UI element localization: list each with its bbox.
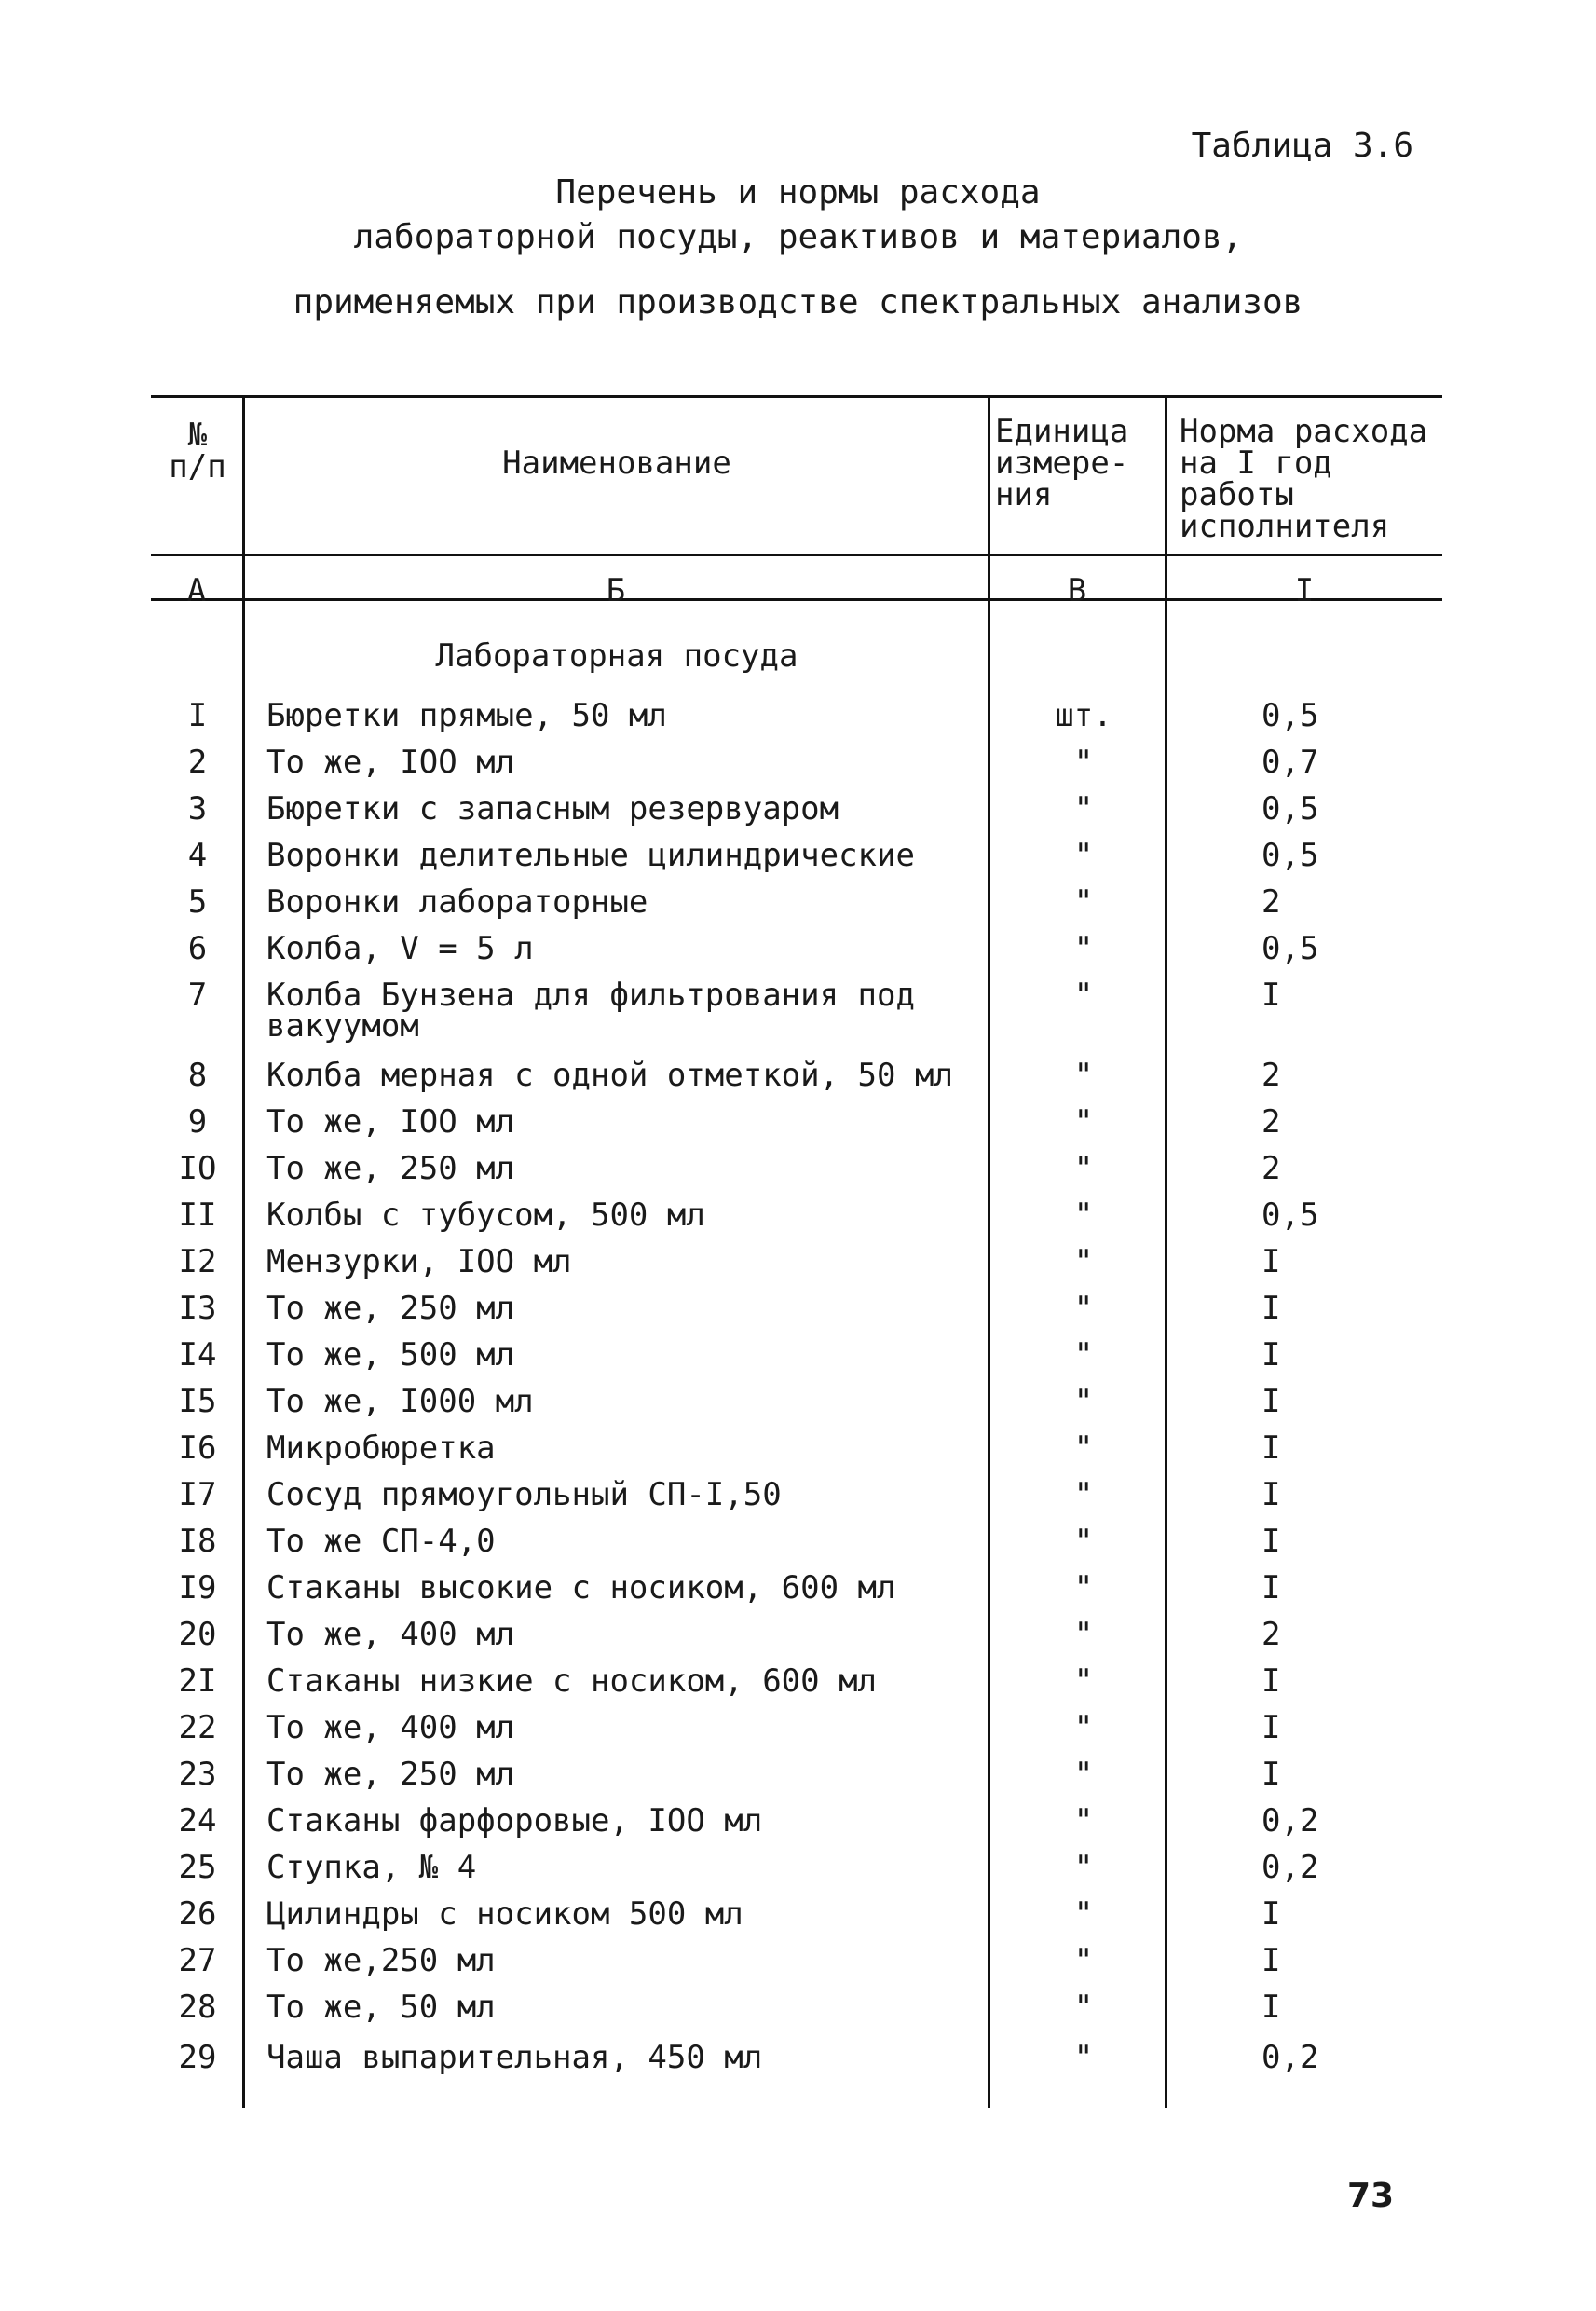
row-unit: "	[1073, 1429, 1094, 1467]
header-number	[151, 419, 244, 483]
row-unit: "	[1073, 790, 1094, 827]
row-unit: "	[1073, 1243, 1094, 1280]
table-row	[0, 1059, 1596, 1105]
table-row	[0, 977, 1596, 1045]
row-number: I6	[178, 1429, 217, 1467]
column-letter-b: Б	[606, 572, 626, 609]
row-unit: "	[1073, 1336, 1094, 1374]
row-name-line: Колба, V = 5 л	[266, 930, 534, 967]
header-name: Наименование	[502, 444, 731, 482]
row-name-line: То же, 500 мл	[266, 1336, 515, 1374]
title-line-3: применяемых при производстве спектральных анализов	[293, 283, 1303, 321]
table-row	[0, 1804, 1596, 1851]
table-row	[0, 1571, 1596, 1618]
row-number: 20	[178, 1616, 217, 1653]
row-name-line: Цилиндры с носиком 500 мл	[266, 1895, 743, 1933]
row-name	[266, 1245, 993, 1279]
row-name	[266, 1525, 993, 1558]
row-number: 6	[187, 930, 208, 967]
row-name-line: То же, 250 мл	[266, 1150, 515, 1187]
row-norm: 0,5	[1262, 1197, 1319, 1234]
row-name	[266, 1618, 993, 1651]
table-row	[0, 2041, 1596, 2087]
row-unit: шт.	[1055, 697, 1112, 734]
row-number: I3	[178, 1290, 217, 1327]
row-name	[266, 1338, 993, 1372]
row-unit: "	[1073, 1103, 1094, 1141]
row-unit: "	[1073, 1709, 1094, 1746]
row-name-line: Мензурки, IOO мл	[266, 1243, 572, 1280]
row-unit: "	[1073, 1756, 1094, 1793]
table-row	[0, 1431, 1596, 1478]
row-number: 2	[187, 744, 208, 781]
row-name-line: Колбы с тубусом, 500 мл	[266, 1197, 705, 1234]
row-unit: "	[1073, 1057, 1094, 1094]
row-unit: "	[1073, 930, 1094, 967]
table-row	[0, 1990, 1596, 2037]
row-number: 4	[187, 837, 208, 874]
row-name-line: Бюретки с запасным резервуаром	[266, 790, 839, 827]
row-norm: 2	[1262, 1150, 1281, 1187]
row-number: I8	[178, 1523, 217, 1560]
header-norm-line: работы	[1180, 476, 1294, 513]
row-unit: "	[1073, 1989, 1094, 2026]
table-row	[0, 792, 1596, 839]
row-norm: I	[1262, 1756, 1281, 1793]
table-row	[0, 932, 1596, 978]
row-name	[266, 977, 993, 1045]
row-name-line: Стаканы низкие с носиком, 600 мл	[266, 1662, 878, 1700]
row-name	[266, 1478, 993, 1511]
row-unit: "	[1073, 1895, 1094, 1933]
row-name-line: Стаканы высокие с носиком, 600 мл	[266, 1569, 896, 1607]
row-name-line: Колба мерная с одной отметкой, 50 мл	[266, 1057, 953, 1094]
row-norm: I	[1262, 1290, 1281, 1327]
page-number: 73	[1347, 2177, 1395, 2215]
header-unit-line: ния	[995, 476, 1053, 513]
header-bottom-rule	[151, 554, 1442, 556]
row-name-line: Стаканы фарфоровые, IOO мл	[266, 1802, 763, 1839]
row-name	[266, 839, 993, 872]
row-unit: "	[1073, 1150, 1094, 1187]
row-number: II	[178, 1197, 217, 1234]
row-number: 2I	[178, 1662, 217, 1700]
header-norm-line: исполнителя	[1180, 508, 1390, 545]
row-name	[266, 1851, 993, 1884]
table-row	[0, 1851, 1596, 1897]
row-unit: "	[1073, 883, 1094, 921]
row-unit: "	[1073, 977, 1094, 1014]
row-unit: "	[1073, 2039, 1094, 2076]
table-top-rule	[151, 395, 1442, 398]
row-norm: 0,5	[1262, 837, 1319, 874]
row-norm: 0,5	[1262, 697, 1319, 734]
row-name-line: Колба Бунзена для фильтрования под	[266, 977, 915, 1014]
row-name	[266, 1571, 993, 1605]
row-norm: 0,5	[1262, 790, 1319, 827]
title-line-1: Перечень и нормы расхода	[555, 173, 1041, 212]
row-name	[266, 1385, 993, 1418]
row-unit: "	[1073, 1569, 1094, 1607]
row-unit: "	[1073, 837, 1094, 874]
header-norm	[1180, 413, 1459, 545]
header-number-line: п/п	[169, 448, 226, 485]
row-name	[266, 1292, 993, 1325]
table-row	[0, 699, 1596, 745]
row-norm: I	[1262, 977, 1281, 1014]
row-unit: "	[1073, 1849, 1094, 1886]
row-number: I	[187, 697, 208, 734]
row-number: 24	[178, 1802, 217, 1839]
table-row	[0, 1664, 1596, 1711]
row-norm: 0,5	[1262, 930, 1319, 967]
header-norm-line: Норма расхода	[1180, 413, 1428, 450]
table-row	[0, 1105, 1596, 1152]
table-row	[0, 1897, 1596, 1944]
row-name	[266, 932, 993, 965]
row-name	[266, 1990, 993, 2024]
table-row	[0, 1711, 1596, 1757]
column-letter-i: I	[1294, 572, 1315, 609]
row-name-line: То же, 400 мл	[266, 1616, 515, 1653]
table-row	[0, 839, 1596, 885]
row-name-line: вакуумом	[266, 1007, 419, 1045]
row-name-line: Воронки делительные цилиндрические	[266, 837, 915, 874]
row-name-line: Ступка, № 4	[266, 1849, 477, 1886]
row-number: 29	[178, 2039, 217, 2076]
row-number: I9	[178, 1569, 217, 1607]
header-norm-line: на I год	[1180, 444, 1332, 482]
header-number-line: №	[187, 417, 208, 454]
row-unit: "	[1073, 1197, 1094, 1234]
header-unit-line: измере-	[995, 444, 1129, 482]
row-name	[266, 1198, 993, 1232]
row-number: I7	[178, 1476, 217, 1513]
row-norm: I	[1262, 1895, 1281, 1933]
row-name-line: То же, I000 мл	[266, 1383, 534, 1420]
row-number: 28	[178, 1989, 217, 2026]
row-number: 27	[178, 1942, 217, 1979]
row-name	[266, 1897, 993, 1931]
row-number: 5	[187, 883, 208, 921]
row-unit: "	[1073, 1802, 1094, 1839]
header-unit	[995, 413, 1172, 513]
table-row	[0, 1478, 1596, 1525]
row-name	[266, 1152, 993, 1185]
table-row	[0, 885, 1596, 932]
row-unit: "	[1073, 1523, 1094, 1560]
column-letter-a: А	[186, 572, 207, 609]
row-name-line: То же,250 мл	[266, 1942, 496, 1979]
row-norm: 0,2	[1262, 2039, 1319, 2076]
row-unit: "	[1073, 1942, 1094, 1979]
row-unit: "	[1073, 744, 1094, 781]
row-number: 26	[178, 1895, 217, 1933]
table-row	[0, 1944, 1596, 1990]
row-name-line: То же, IOO мл	[266, 744, 515, 781]
row-norm: I	[1262, 1523, 1281, 1560]
row-unit: "	[1073, 1616, 1094, 1653]
row-name-line: Чаша выпарительная, 450 мл	[266, 2039, 763, 2076]
row-name	[266, 745, 993, 779]
row-norm: I	[1262, 1429, 1281, 1467]
row-name-line: То же, 250 мл	[266, 1756, 515, 1793]
row-name	[266, 1431, 993, 1465]
row-norm: 2	[1262, 1057, 1281, 1094]
header-unit-line: Единица	[995, 413, 1129, 450]
row-norm: 2	[1262, 1616, 1281, 1653]
row-norm: I	[1262, 1989, 1281, 2026]
row-name-line: То же, IOO мл	[266, 1103, 515, 1141]
row-name	[266, 1105, 993, 1139]
row-name	[266, 2041, 993, 2074]
row-name	[266, 1944, 993, 1977]
row-name	[266, 1664, 993, 1698]
row-name-line: Бюретки прямые, 50 мл	[266, 697, 667, 734]
row-norm: I	[1262, 1243, 1281, 1280]
table-row	[0, 1525, 1596, 1571]
row-norm: 0,2	[1262, 1849, 1319, 1886]
row-norm: I	[1262, 1942, 1281, 1979]
row-norm: I	[1262, 1336, 1281, 1374]
table-row	[0, 1338, 1596, 1385]
table-row	[0, 1198, 1596, 1245]
row-number: 25	[178, 1849, 217, 1886]
row-norm: I	[1262, 1709, 1281, 1746]
row-name-line: Сосуд прямоугольный СП-I,50	[266, 1476, 782, 1513]
row-name	[266, 1757, 993, 1791]
row-name	[266, 1711, 993, 1744]
row-unit: "	[1073, 1476, 1094, 1513]
row-number: 9	[187, 1103, 208, 1141]
row-name	[266, 885, 993, 919]
row-norm: I	[1262, 1662, 1281, 1700]
table-row	[0, 1152, 1596, 1198]
row-norm: I	[1262, 1476, 1281, 1513]
row-number: I5	[178, 1383, 217, 1420]
row-name-line: То же, 400 мл	[266, 1709, 515, 1746]
row-name-line: То же, 250 мл	[266, 1290, 515, 1327]
row-number: IO	[178, 1150, 217, 1187]
row-number: 8	[187, 1057, 208, 1094]
row-norm: 2	[1262, 1103, 1281, 1141]
row-name	[266, 699, 993, 732]
row-unit: "	[1073, 1383, 1094, 1420]
table-row	[0, 1385, 1596, 1431]
row-name-line: То же, 50 мл	[266, 1989, 496, 2026]
row-number: I2	[178, 1243, 217, 1280]
row-unit: "	[1073, 1290, 1094, 1327]
row-name	[266, 1059, 993, 1092]
row-number: 22	[178, 1709, 217, 1746]
row-unit: "	[1073, 1662, 1094, 1700]
row-number: I4	[178, 1336, 217, 1374]
row-norm: 2	[1262, 883, 1281, 921]
row-norm: I	[1262, 1383, 1281, 1420]
row-number: 23	[178, 1756, 217, 1793]
table-row	[0, 1757, 1596, 1804]
table-row	[0, 1618, 1596, 1664]
row-name-line: Воронки лабораторные	[266, 883, 648, 921]
row-norm: 0,7	[1262, 744, 1319, 781]
table-row	[0, 1292, 1596, 1338]
table-row	[0, 1245, 1596, 1292]
row-name-line: То же СП-4,0	[266, 1523, 496, 1560]
row-name-line: Микробюретка	[266, 1429, 496, 1467]
section-title: Лабораторная посуда	[435, 637, 798, 675]
row-number: 3	[187, 790, 208, 827]
row-name	[266, 792, 993, 826]
row-number: 7	[187, 977, 208, 1014]
row-norm: 0,2	[1262, 1802, 1319, 1839]
title-line-2: лабораторной посуды, реактивов и материалов,	[353, 218, 1243, 256]
table-row	[0, 745, 1596, 792]
column-letter-v: В	[1067, 572, 1087, 609]
table-label: Таблица 3.6	[1191, 127, 1413, 165]
row-name	[266, 1804, 993, 1838]
row-norm: I	[1262, 1569, 1281, 1607]
